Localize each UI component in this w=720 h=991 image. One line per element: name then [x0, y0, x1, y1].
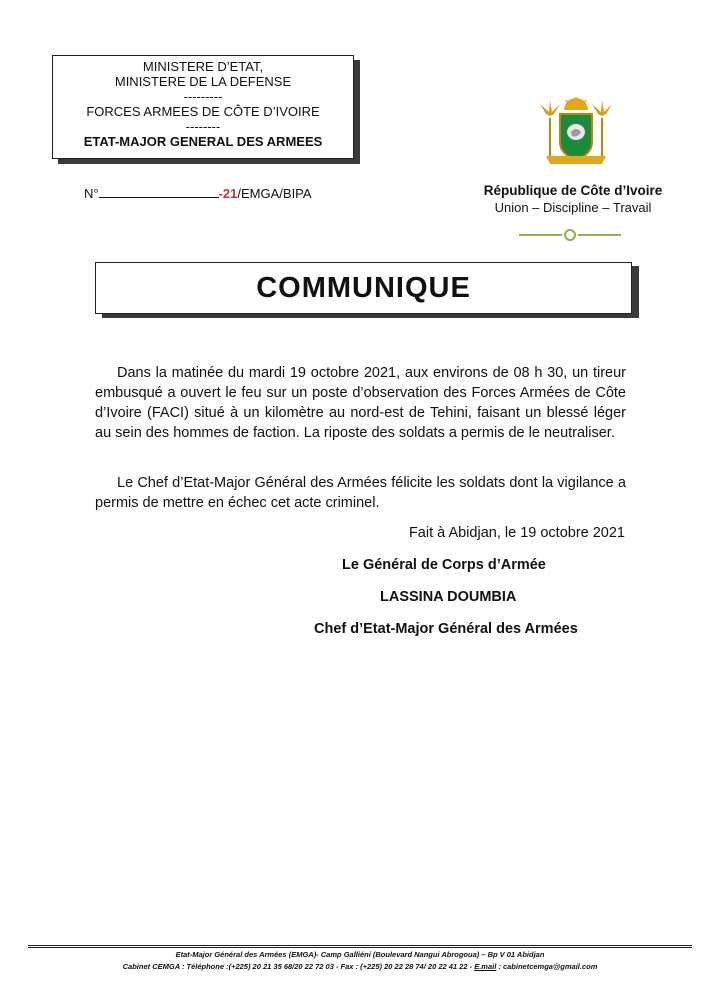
header-separator-2: -------- [185, 119, 221, 134]
coat-of-arms-emblem [536, 96, 616, 166]
footer-address: Etat-Major Général des Armées (EMGA)- Camp Galliéni (Boulevard Nangui Abrogoua) – Bp V 01 Abidjan [175, 950, 545, 959]
signatory-rank: Le Général de Corps d’Armée [342, 557, 546, 573]
reference-blank-line [99, 186, 219, 198]
footer-rule-2 [28, 947, 692, 948]
footer-contact [0, 962, 720, 971]
signatory-title: Chef d’Etat-Major Général des Armées [314, 621, 578, 637]
republic-motto: Union – Discipline – Travail [494, 200, 652, 215]
date-line: Fait à Abidjan, le 19 octobre 2021 [408, 525, 625, 541]
footer-rule [28, 945, 692, 946]
body-paragraph-2: Le Chef d’Etat-Major Général des Armées félicite les soldats dont la vigilance a permis de mettre en échec cet acte criminel. [95, 475, 626, 511]
footer-email-label: E.mail [474, 962, 497, 971]
reference-number-value: -21 [218, 186, 238, 201]
ministry-line-2: MINISTERE DE LA DEFENSE [114, 74, 292, 89]
etat-major-line: ETAT-MAJOR GENERAL DES ARMEES [83, 134, 323, 149]
footer-email[interactable]: : cabinetcemga@gmail.com [496, 962, 598, 971]
header-separator-1: --------- [183, 89, 223, 104]
reference-number [84, 186, 312, 201]
ministry-header-box [52, 55, 354, 159]
ministry-line-1: MINISTERE D’ETAT, [142, 59, 264, 74]
footer-phone-fax: Cabinet CEMGA : Téléphone :(+225) 20 21 35 68/20 22 72 03 - Fax : (+225) 20 22 28 74/ 20 22 41 22 - [122, 962, 475, 971]
communique-title: COMMUNIQUE [95, 262, 632, 314]
signatory-name: LASSINA DOUMBIA [380, 589, 517, 605]
reference-suffix: /EMGA/BIPA [237, 186, 312, 201]
republic-block [450, 183, 696, 215]
ornamental-divider [519, 229, 621, 241]
reference-prefix: N° [84, 186, 99, 201]
republic-name: République de Côte d’Ivoire [483, 183, 663, 198]
body-paragraph-1: Dans la matinée du mardi 19 octobre 2021, aux environs de 08 h 30, un tireur embusqué a ouvert le feu sur un poste d’observation des Forces Armées de Côte d’Ivoire (FACI) situé à un kilomètre au nord-est de Tehini, faisant un blessé léger au sein des hommes de faction. La riposte des soldats a permis de le neutraliser. [95, 365, 626, 441]
forces-line: FORCES ARMEES DE CÔTE D’IVOIRE [86, 104, 320, 119]
